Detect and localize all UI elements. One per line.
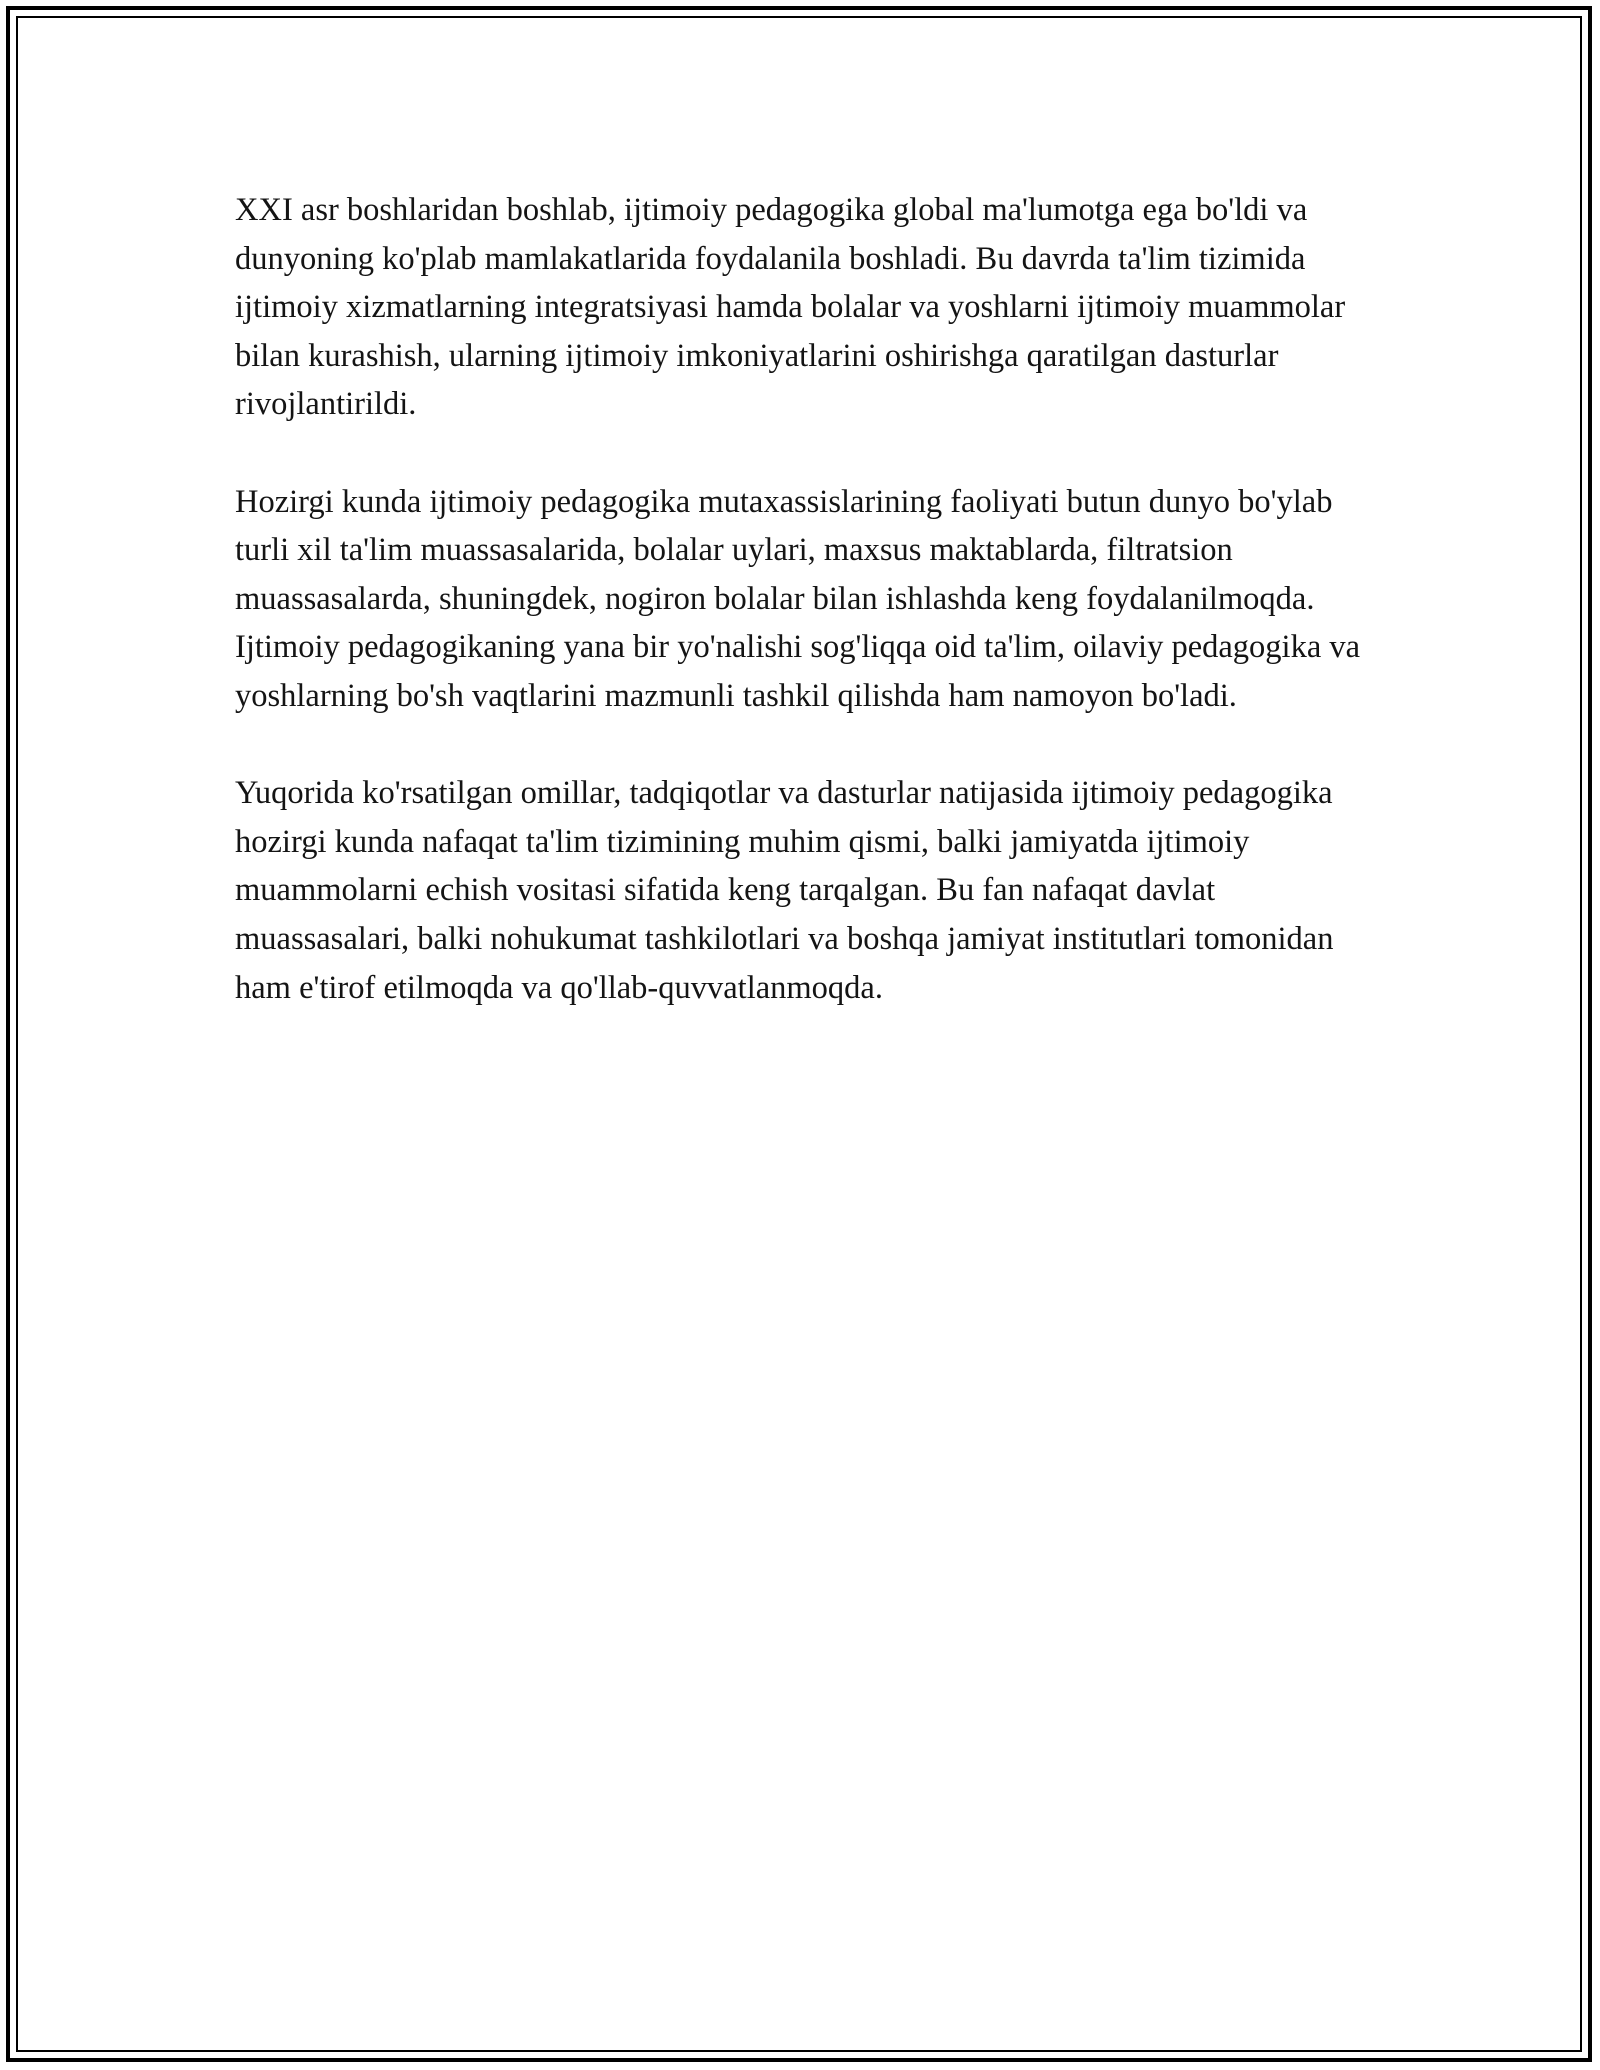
paragraph-2: Hozirgi kunda ijtimoiy pedagogika mutaxassislarining faoliyati butun dunyo bo'ylab turli xil ta'lim muassasalarida, bolalar uylari, maxsus maktablarda, filtratsion muassasalarda, shuningdek, nogiron bolalar bilan ishlashda keng foydalanilmoqda. Ijtimoiy pedagogikaning yana bir yo'nalishi sog'liqqa oid ta'lim, oilaviy pedagogika va yoshlarning bo'sh vaqtlarini mazmunli tashkil qilishda ham namoyon bo'ladi. bbox=[235, 483, 1361, 714]
document-body bbox=[235, 186, 1370, 1061]
paragraph-3: Yuqorida ko'rsatilgan omillar, tadqiqotlar va dasturlar natijasida ijtimoiy pedagogika hozirgi kunda nafaqat ta'lim tizimining muhim qismi, balki jamiyatda ijtimoiy muammolarni echish vositasi sifatida keng tarqalgan. Bu fan nafaqat davlat muassasalari, balki nohukumat tashkilotlari va boshqa jamiyat institutlari tomonidan ham e'tirof etilmoqda va qo'llab-quvvatlanmoqda. bbox=[235, 775, 1334, 1006]
paragraph-1: XXI asr boshlaridan boshlab, ijtimoiy pedagogika global ma'lumotga ega bo'ldi va dunyoning ko'plab mamlakatlarida foydalanila boshladi. Bu davrda ta'lim tizimida ijtimoiy xizmatlarning integratsiyasi hamda bolalar va yoshlarni ijtimoiy muammolar bilan kurashish, ularning ijtimoiy imkoniyatlarini oshirishga qaratilgan dasturlar rivojlantirildi. bbox=[235, 192, 1346, 423]
